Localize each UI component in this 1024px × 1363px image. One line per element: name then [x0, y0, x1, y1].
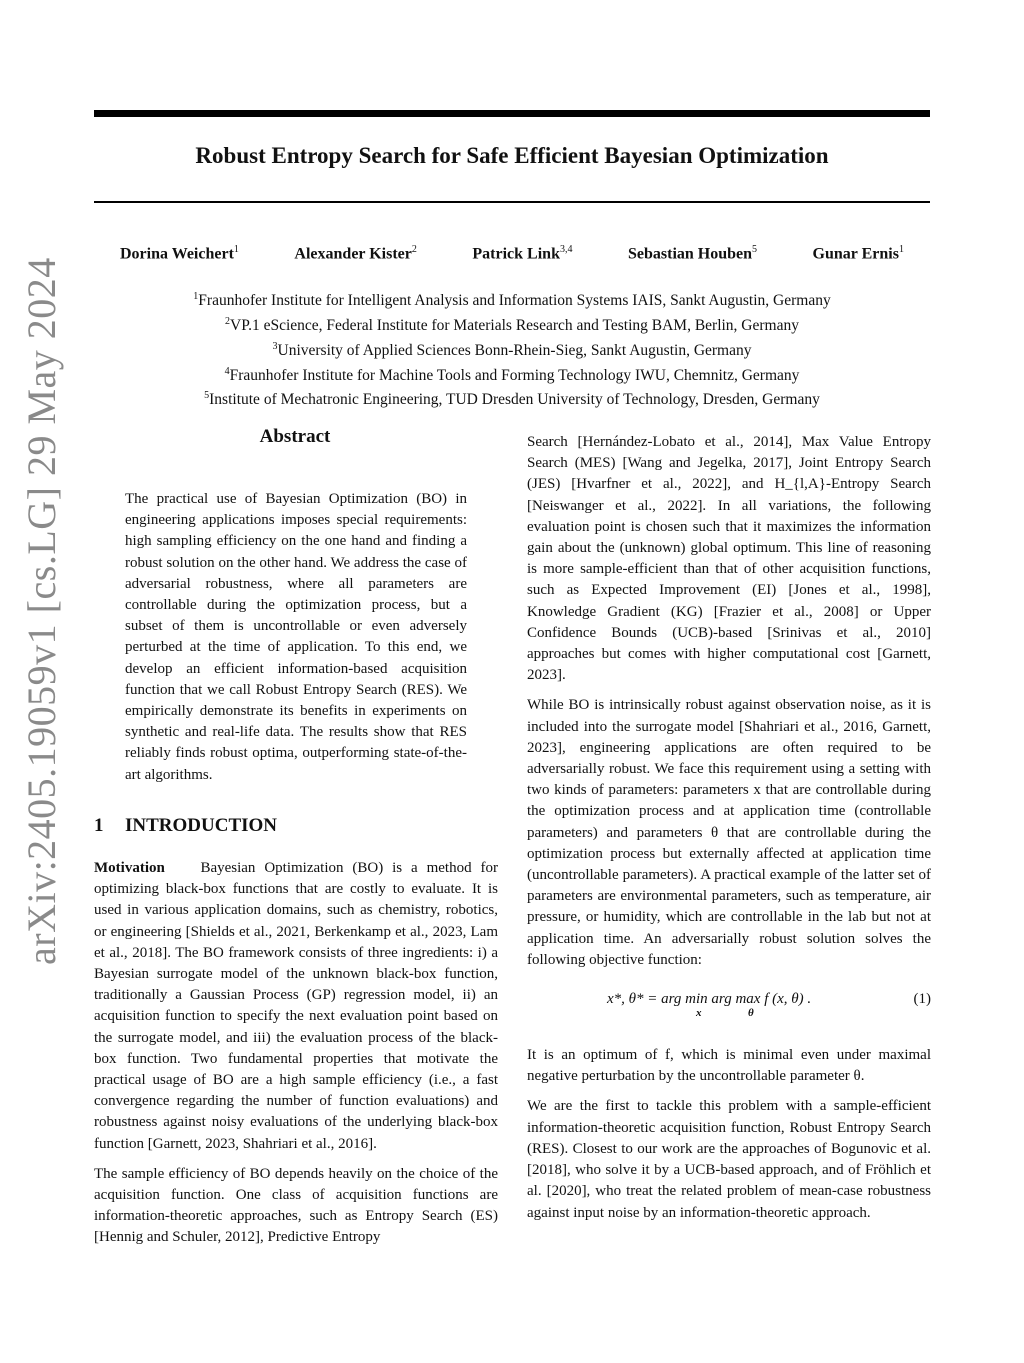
- paper-title: Robust Entropy Search for Safe Efficient Bayesian Optimization: [195, 143, 829, 168]
- arxiv-watermark: arXiv:2405.19059v1 [cs.LG] 29 May 2024: [19, 257, 64, 965]
- paragraph-lead: Motivation: [94, 860, 165, 876]
- left-column: [94, 858, 498, 1258]
- paragraph: Search [Hernández-Lobato et al., 2014], Max Value Entropy Search (MES) [Wang and Jegelka, 2017], Joint Entropy Search (JES) [Hvarfner et al., 2022], and H_{l,A}-Entropy Search [Neiswanger et al., 2022]. In all variations, the following evaluation point is chosen such that it maximizes the information gain about the (unknown) global optimum. This line of reasoning is more sample-efficient than that of other acquisition functions, such as Expected Improvement (EI) [Jones et al., 1998], Knowledge Gradient (KG) [Frazier et al., 2008] or Upper Confidence Bounds (UCB)-based [Srinivas et al., 2010] approaches but comes with higher computational cost [Garnett, 2023].: [527, 434, 931, 684]
- section-title: INTRODUCTION: [125, 815, 278, 836]
- title-top-rule: [94, 110, 930, 117]
- equation-number: (1): [913, 991, 931, 1008]
- equation-1: [527, 981, 931, 1033]
- affiliation: $^3$University of Applied Sciences Bonn-Rhein-Sieg, Sankt Augustin, Germany: [272, 340, 752, 359]
- equation-subscript-x: x: [696, 1007, 702, 1020]
- affiliation: $^4$Fraunhofer Institute for Machine Tools and Forming Technology IWU, Chemnitz, Germany: [224, 365, 800, 384]
- affiliation: $^1$Fraunhofer Institute for Intelligent Analysis and Information Systems IAIS, Sankt Augustin, Germany: [193, 291, 831, 310]
- author: Patrick Link$^{3,4}$: [472, 244, 573, 263]
- paragraph: Motivation Bayesian Optimization (BO) is a method for optimizing black-box functions that are costly to evaluate. It is used in various application domains, such as chemistry, robotics, or engineering [Shields et al., 2021, Berkenkamp et al., 2023, Lam et al., 2018]. The BO framework consists of three ingredients: i) a Bayesian surrogate model of the unknown black-box function, traditionally a Gaussian Process (GP) regression model, ii) an acquisition function to specify the next evaluation point based on the surrogate model, and iii) the evaluation process of the black-box function. Two fundamental properties that motivate the practical usage of BO are a high sample efficiency (i.e., a fast convergence regarding the number of function evaluations) and robustness against noisy evaluations of the underlying black-box function [Garnett, 2023, Shahriari et al., 2016].: [94, 860, 498, 1152]
- paragraph: We are the first to tackle this problem with a sample-efficient information-theoretic acquisition function, Robust Entropy Search (RES). Closest to our work are the approaches of Bogunovic et al. [2018], who solve it by a UCB-based approach, and of Fröhlich et al. [2020], who treat the related problem of mean-case robustness against input noise by an information-theoretic approach.: [527, 1098, 931, 1221]
- paragraph: The sample efficiency of BO depends heavily on the choice of the acquisition function. One class of acquisition functions are information-theoretic approaches, such as Entropy Search (ES) [Hennig and Schuler, 2012], Predictive Entropy: [94, 1165, 498, 1246]
- section-number: 1: [94, 815, 104, 836]
- paragraph: While BO is intrinsically robust against observation noise, as it is included into the surrogate model [Shahriari et al., 2016, Garnett, 2023], engineering applications are often required to be adversarially robust. We face this requirement using a setting with two kinds of parameters: parameters x that are controllable during the optimization process and at application time (controllable parameters) and parameters θ that are controllable during the optimization process but externally affected at application time (uncontrollable parameters). A practical example of the latter set of parameters are environmental parameters, such as temperature, air pressure, or humidity, which are controllable in the lab but not at application time. An adversarially robust solution solves the following objective function:: [527, 697, 931, 968]
- abstract-text: The practical use of Bayesian Optimization (BO) in engineering applications imposes special requirements: high sampling efficiency on the one hand and finding a robust solution on the other hand. We address the case of adversarial robustness, where all parameters are controllable during the optimization process, but a subset of them is uncontrollable or even adversely perturbed at the time of application. To this end, we develop an efficient information-based acquisition function that we call Robust Entropy Search (RES). We empirically demonstrate its benefits in experiments on synthetic and real-life data. The results show that RES reliably finds robust optima, outperforming state-of-the-art algorithms.: [125, 491, 467, 783]
- equation-subscript-theta: θ: [748, 1007, 754, 1020]
- equation-body: x*, θ* = arg min arg max f (x, θ) .: [607, 991, 812, 1008]
- affiliation: $^2$VP.1 eScience, Federal Institute for Materials Research and Testing BAM, Berlin, Germany: [225, 315, 799, 335]
- author: Gunar Ernis$^1$: [812, 244, 904, 263]
- author: Sebastian Houben$^5$: [627, 244, 758, 263]
- author: Alexander Kister$^2$: [294, 244, 417, 263]
- paragraph: It is an optimum of f, which is minimal even under maximal negative perturbation by the uncontrollable parameter θ.: [527, 1047, 931, 1085]
- author-list: [94, 244, 930, 263]
- affiliation: $^5$Institute of Mechatronic Engineering, TUD Dresden University of Technology, Dresden, Germany: [204, 390, 820, 409]
- abstract-heading: Abstract: [259, 426, 331, 447]
- author: Dorina Weichert$^1$: [120, 244, 239, 263]
- affiliation-list: [94, 287, 930, 411]
- right-column: [527, 432, 931, 1233]
- title-bottom-rule: [94, 201, 930, 203]
- section-heading: [94, 815, 277, 837]
